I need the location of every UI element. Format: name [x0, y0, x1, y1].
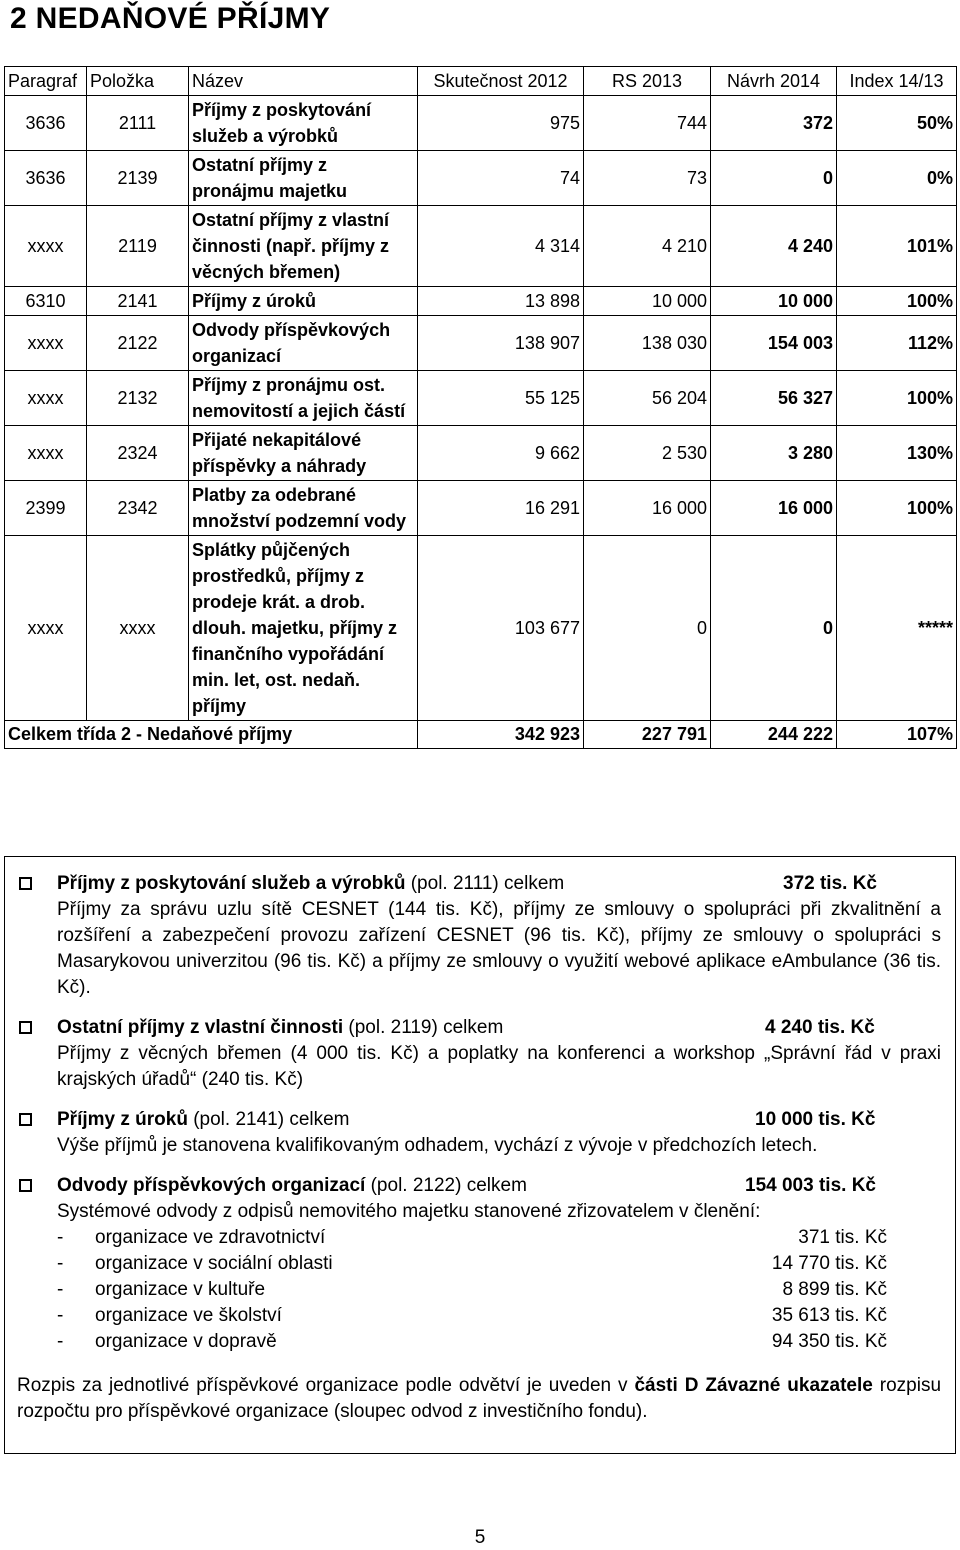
cell-skutecnost: 16 291: [418, 481, 584, 536]
cell-rs: 73: [584, 151, 711, 206]
cell-paragraf: 3636: [5, 96, 87, 151]
note-heading: [57, 1015, 941, 1041]
list-item: - organizace v dopravě 94 350 tis. Kč: [57, 1329, 941, 1355]
table-row: [5, 481, 957, 536]
final-text-2: rozpisu rozpočtu pro příspěvkové organizace (sloupec odvod z investičního fondu).: [17, 1375, 942, 1422]
cell-index: 50%: [837, 96, 957, 151]
note-amount: 372 tis. Kč: [783, 873, 877, 894]
cell-paragraf: 6310: [5, 287, 87, 316]
list-item: - organizace ve zdravotnictví 371 tis. Kč: [57, 1225, 941, 1251]
cell-skutecnost: 74: [418, 151, 584, 206]
item-value: 35 613 tis. Kč: [771, 1305, 887, 1326]
note-heading-bold: Ostatní příjmy z vlastní činnosti: [57, 1017, 344, 1038]
cell-navrh: 154 003: [711, 316, 837, 371]
odvody-list: [57, 1225, 941, 1355]
cell-nazev: Splátky půjčených prostředků, příjmy z prodeje krát. a drob. dlouh. majetku, příjmy z finančního vypořádání min. let, ost. nedaň. příjmy: [189, 536, 418, 721]
cell-skutecnost: 4 314: [418, 206, 584, 287]
cell-polozka: 2132: [87, 371, 189, 426]
total-index: 107%: [837, 721, 957, 749]
note-final: [5, 1373, 955, 1425]
cell-index: *****: [837, 536, 957, 721]
table-row: [5, 287, 957, 316]
cell-nazev: Příjmy z úroků: [189, 287, 418, 316]
note-amount: 154 003 tis. Kč: [745, 1175, 876, 1196]
header-navrh: Návrh 2014: [711, 67, 837, 96]
final-text-1: Rozpis za jednotlivé příspěvkové organizace podle odvětví je uveden v: [17, 1375, 635, 1396]
checkbox-icon: [19, 1021, 32, 1034]
cell-index: 100%: [837, 481, 957, 536]
cell-rs: 0: [584, 536, 711, 721]
table-row: [5, 206, 957, 287]
cell-nazev: Platby za odebrané množství podzemní vody: [189, 481, 418, 536]
checkbox-icon: [19, 1179, 32, 1192]
note-text: Příjmy z věcných břemen (4 000 tis. Kč) a poplatky na konferenci a workshop „Správní řád v praxi krajských úřadů“ (240 tis. Kč): [57, 1043, 941, 1090]
cell-polozka: xxxx: [87, 536, 189, 721]
header-skutecnost: Skutečnost 2012: [418, 67, 584, 96]
note-odvody: [5, 1173, 955, 1355]
cell-nazev: Příjmy z pronájmu ost. nemovitostí a jejich částí: [189, 371, 418, 426]
cell-polozka: 2122: [87, 316, 189, 371]
cell-skutecnost: 13 898: [418, 287, 584, 316]
cell-navrh: 0: [711, 151, 837, 206]
checkbox-icon: [19, 877, 32, 890]
cell-paragraf: 2399: [5, 481, 87, 536]
cell-rs: 138 030: [584, 316, 711, 371]
table-row: [5, 151, 957, 206]
cell-index: 100%: [837, 287, 957, 316]
note-uroky: [5, 1107, 955, 1159]
cell-index: 100%: [837, 371, 957, 426]
item-label: organizace ve školství: [95, 1305, 282, 1326]
cell-polozka: 2324: [87, 426, 189, 481]
table-row: [5, 426, 957, 481]
page-title: 2 NEDAŇOVÉ PŘÍJMY: [10, 2, 331, 35]
item-label: organizace v kultuře: [95, 1279, 266, 1300]
cell-skutecnost: 55 125: [418, 371, 584, 426]
table-header-row: [5, 67, 957, 96]
header-paragraf: Paragraf: [5, 67, 87, 96]
table-row: [5, 536, 957, 721]
cell-navrh: 0: [711, 536, 837, 721]
item-label: organizace v dopravě: [95, 1331, 277, 1352]
cell-navrh: 3 280: [711, 426, 837, 481]
note-heading-bold: Příjmy z poskytování služeb a výrobků: [57, 873, 406, 894]
total-rs: 227 791: [584, 721, 711, 749]
cell-index: 130%: [837, 426, 957, 481]
page-number: 5: [474, 1527, 486, 1548]
header-rs: RS 2013: [584, 67, 711, 96]
cell-paragraf: 3636: [5, 151, 87, 206]
cell-nazev: Přijaté nekapitálové příspěvky a náhrady: [189, 426, 418, 481]
total-navrh: 244 222: [711, 721, 837, 749]
cell-skutecnost: 975: [418, 96, 584, 151]
list-item: - organizace ve školství 35 613 tis. Kč: [57, 1303, 941, 1329]
total-skutecnost: 342 923: [418, 721, 584, 749]
header-index: Index 14/13: [837, 67, 957, 96]
cell-navrh: 56 327: [711, 371, 837, 426]
cell-rs: 2 530: [584, 426, 711, 481]
note-text: Výše příjmů je stanovena kvalifikovaným odhadem, vychází z vývoje v předchozích letech.: [57, 1135, 818, 1156]
total-label: Celkem třída 2 - Nedaňové příjmy: [5, 721, 418, 749]
cell-rs: 16 000: [584, 481, 711, 536]
table-row: [5, 371, 957, 426]
cell-index: 0%: [837, 151, 957, 206]
item-value: 14 770 tis. Kč: [771, 1253, 887, 1274]
note-heading: [57, 1107, 941, 1133]
note-heading-suffix: (pol. 2122) celkem: [365, 1175, 527, 1196]
note-amount: 10 000 tis. Kč: [755, 1109, 876, 1130]
cell-paragraf: xxxx: [5, 371, 87, 426]
cell-paragraf: xxxx: [5, 316, 87, 371]
list-item: - organizace v sociální oblasti 14 770 tis. Kč: [57, 1251, 941, 1277]
item-label: organizace ve zdravotnictví: [95, 1227, 326, 1248]
cell-paragraf: xxxx: [5, 206, 87, 287]
cell-skutecnost: 9 662: [418, 426, 584, 481]
item-value: 8 899 tis. Kč: [782, 1279, 887, 1300]
note-heading: [57, 1173, 941, 1199]
cell-index: 101%: [837, 206, 957, 287]
cell-rs: 4 210: [584, 206, 711, 287]
cell-navrh: 4 240: [711, 206, 837, 287]
cell-paragraf: xxxx: [5, 426, 87, 481]
cell-rs: 10 000: [584, 287, 711, 316]
note-text: Příjmy za správu uzlu sítě CESNET (144 tis. Kč), příjmy ze smlouvy o spolupráci při zkvalitnění a rozšíření a zabezpečení provozu zařízení CESNET (96 tis. Kč), příjmy ze smlouvy o spolupráci s Masarykovou univerzitou (96 tis. Kč) a příjmy ze smlouvy o využití webové aplikace eAmbulance (36 tis. Kč).: [57, 899, 941, 998]
cell-skutecnost: 138 907: [418, 316, 584, 371]
note-heading-bold: Příjmy z úroků: [57, 1109, 188, 1130]
total-row: [5, 721, 957, 749]
note-sluzby: [5, 871, 955, 1001]
note-heading-suffix: (pol. 2141) celkem: [187, 1109, 350, 1130]
list-item: - organizace v kultuře 8 899 tis. Kč: [57, 1277, 941, 1303]
cell-paragraf: xxxx: [5, 536, 87, 721]
cell-navrh: 372: [711, 96, 837, 151]
header-polozka: Položka: [87, 67, 189, 96]
note-text: Systémové odvody z odpisů nemovitého majetku stanovené zřizovatelem v členění:: [57, 1201, 761, 1222]
note-vlastni-cinnost: [5, 1015, 955, 1093]
revenue-table: [4, 66, 957, 749]
cell-polozka: 2139: [87, 151, 189, 206]
item-label: organizace v sociální oblasti: [95, 1253, 333, 1274]
table-row: [5, 316, 957, 371]
notes-box: [4, 856, 956, 1454]
item-value: 94 350 tis. Kč: [771, 1331, 887, 1352]
cell-index: 112%: [837, 316, 957, 371]
note-heading-bold: Odvody příspěvkových organizací: [57, 1175, 366, 1196]
cell-nazev: Ostatní příjmy z pronájmu majetku: [189, 151, 418, 206]
cell-rs: 56 204: [584, 371, 711, 426]
cell-polozka: 2141: [87, 287, 189, 316]
cell-nazev: Příjmy z poskytování služeb a výrobků: [189, 96, 418, 151]
table-row: [5, 96, 957, 151]
cell-rs: 744: [584, 96, 711, 151]
cell-nazev: Ostatní příjmy z vlastní činnosti (např. příjmy z věcných břemen): [189, 206, 418, 287]
cell-nazev: Odvody příspěvkových organizací: [189, 316, 418, 371]
note-amount: 4 240 tis. Kč: [765, 1017, 875, 1038]
cell-navrh: 10 000: [711, 287, 837, 316]
final-text-bold: části D Závazné ukazatele: [634, 1375, 873, 1396]
cell-navrh: 16 000: [711, 481, 837, 536]
cell-polozka: 2111: [87, 96, 189, 151]
cell-polozka: 2342: [87, 481, 189, 536]
cell-skutecnost: 103 677: [418, 536, 584, 721]
item-value: 371 tis. Kč: [798, 1227, 887, 1248]
note-heading: [57, 871, 941, 897]
note-heading-suffix: (pol. 2111) celkem: [405, 873, 565, 894]
note-heading-suffix: (pol. 2119) celkem: [343, 1017, 504, 1038]
cell-polozka: 2119: [87, 206, 189, 287]
checkbox-icon: [19, 1113, 32, 1126]
header-nazev: Název: [189, 67, 418, 96]
